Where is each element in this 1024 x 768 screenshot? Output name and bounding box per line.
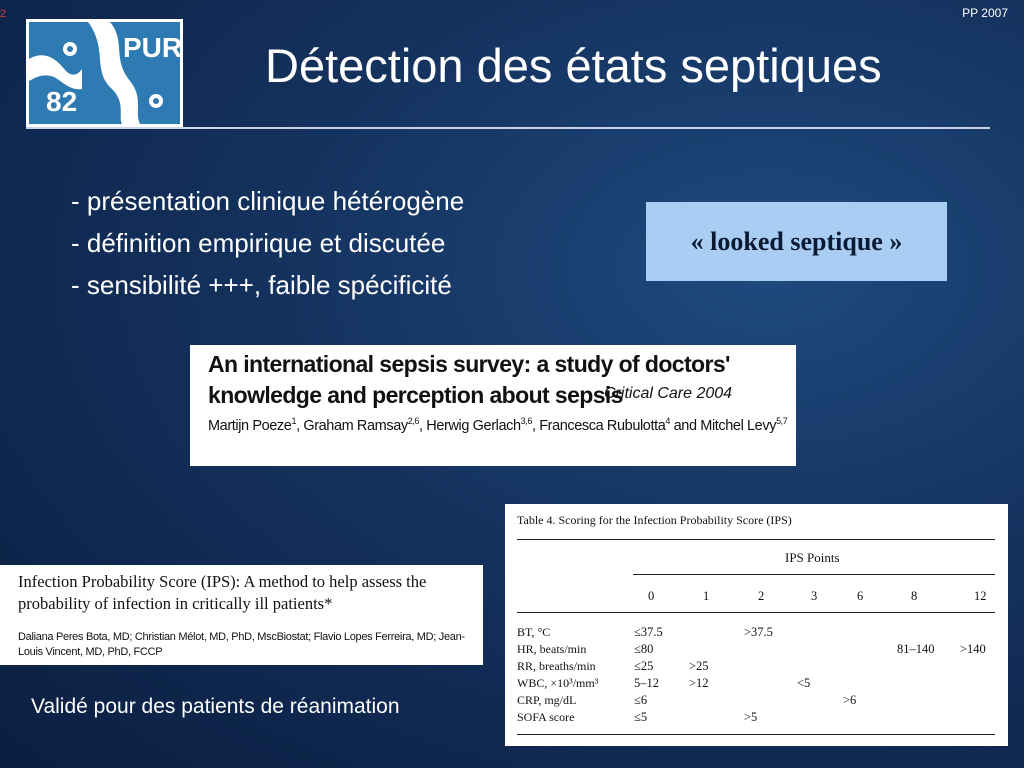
bullet-item: - sensibilité +++, faible spécificité xyxy=(71,270,452,300)
table-cell: ≤37.5 xyxy=(634,625,663,639)
ips-article-card xyxy=(0,565,483,665)
table-column-header: 0 xyxy=(648,589,655,603)
survey-authors xyxy=(208,416,793,434)
survey-author-affiliation: 4 xyxy=(665,416,671,426)
table-row-label: CRP, mg/dL xyxy=(517,693,577,707)
table-cell: >25 xyxy=(689,659,709,673)
table-row-label: HR, beats/min xyxy=(517,642,587,656)
bullet-item: - présentation clinique hétérogène xyxy=(71,186,465,216)
ips-article-title: Infection Probability Score (IPS): A method to help assess the probability of infection in critically ill patients* xyxy=(18,572,427,613)
survey-author-name: Graham Ramsay xyxy=(303,417,408,434)
table-cell: ≤6 xyxy=(634,693,648,707)
table-column-header: 8 xyxy=(911,589,918,603)
table-rule-group xyxy=(633,574,995,575)
table-cell: ≤80 xyxy=(634,642,654,656)
quote-text: « looked septique » xyxy=(690,226,903,256)
table-row-label: RR, breaths/min xyxy=(517,659,596,673)
survey-author-affiliation: 1 xyxy=(291,416,297,426)
table-row-label: SOFA score xyxy=(517,710,575,724)
survey-author-name: Francesca Rubulotta xyxy=(539,417,666,434)
header-tag: PP 2007 xyxy=(962,6,1008,20)
ips-article-authors: Daliana Peres Bota, MD; Christian Mélot, MD, PhD, MscBiostat; Flavio Lopes Ferreira, MD; Jean-Louis Vincent, MD, PhD, FCCP xyxy=(18,631,465,658)
table-cell: ≤5 xyxy=(634,710,648,724)
table-cell: <5 xyxy=(797,676,811,690)
survey-author-separator: , xyxy=(296,417,304,434)
table-cell: >5 xyxy=(744,710,758,724)
table-column-header: 2 xyxy=(758,589,765,603)
table-column-header: 1 xyxy=(703,589,710,603)
table-cell: >37.5 xyxy=(744,625,773,639)
survey-author-name: Martijn Poeze xyxy=(208,417,292,434)
table-caption: Table 4. Scoring for the Infection Probability Score (IPS) xyxy=(517,513,792,527)
quote-box xyxy=(646,202,947,281)
survey-journal: Critical Care 2004 xyxy=(604,385,733,402)
ips-table-card xyxy=(505,504,1008,746)
table-cell: >140 xyxy=(960,642,986,656)
table-row-label: WBC, ×10³/mm³ xyxy=(517,676,599,690)
survey-article-card xyxy=(190,345,796,466)
bullet-item: - définition empirique et discutée xyxy=(71,228,446,258)
table-cell: 81–140 xyxy=(897,642,935,656)
table-cell: 5–12 xyxy=(634,676,659,690)
bullet-list xyxy=(71,180,464,306)
survey-author-separator: , xyxy=(419,417,427,434)
logo-text-top: PUR xyxy=(123,32,183,63)
pur82-logo-graphic xyxy=(26,19,183,127)
table-column-header: 6 xyxy=(857,589,864,603)
table-row-label: BT, °C xyxy=(517,625,551,639)
survey-author-separator: and xyxy=(670,417,701,434)
pur82-logo xyxy=(26,19,183,127)
survey-author-separator: , xyxy=(531,417,540,434)
table-column-header: 12 xyxy=(974,589,987,603)
table-column-header: 3 xyxy=(811,589,818,603)
validation-note: Validé pour des patients de réanimation xyxy=(31,695,400,718)
survey-author-affiliation: 3,6 xyxy=(520,416,532,426)
table-rule-header xyxy=(517,612,995,613)
slide-number: 2 xyxy=(0,8,7,20)
table-cell: >12 xyxy=(689,676,709,690)
table-group-header: IPS Points xyxy=(785,550,840,565)
survey-author-affiliation: 5,7 xyxy=(776,416,788,426)
title-divider xyxy=(26,127,990,129)
table-rule-top xyxy=(517,539,995,540)
table-cell: >6 xyxy=(843,693,857,707)
logo-text-bottom: 82 xyxy=(46,86,78,117)
survey-author-affiliation: 2,6 xyxy=(407,416,420,426)
survey-article-title: An international sepsis survey: a study of doctors' knowledge and perception about sepsis xyxy=(208,351,730,408)
table-cell: ≤25 xyxy=(634,659,654,673)
survey-author-name: Mitchel Levy xyxy=(700,417,777,434)
survey-author-name: Herwig Gerlach xyxy=(426,417,521,434)
slide-title: Détection des états septiques xyxy=(265,39,882,92)
table-rule-bottom xyxy=(517,734,995,735)
